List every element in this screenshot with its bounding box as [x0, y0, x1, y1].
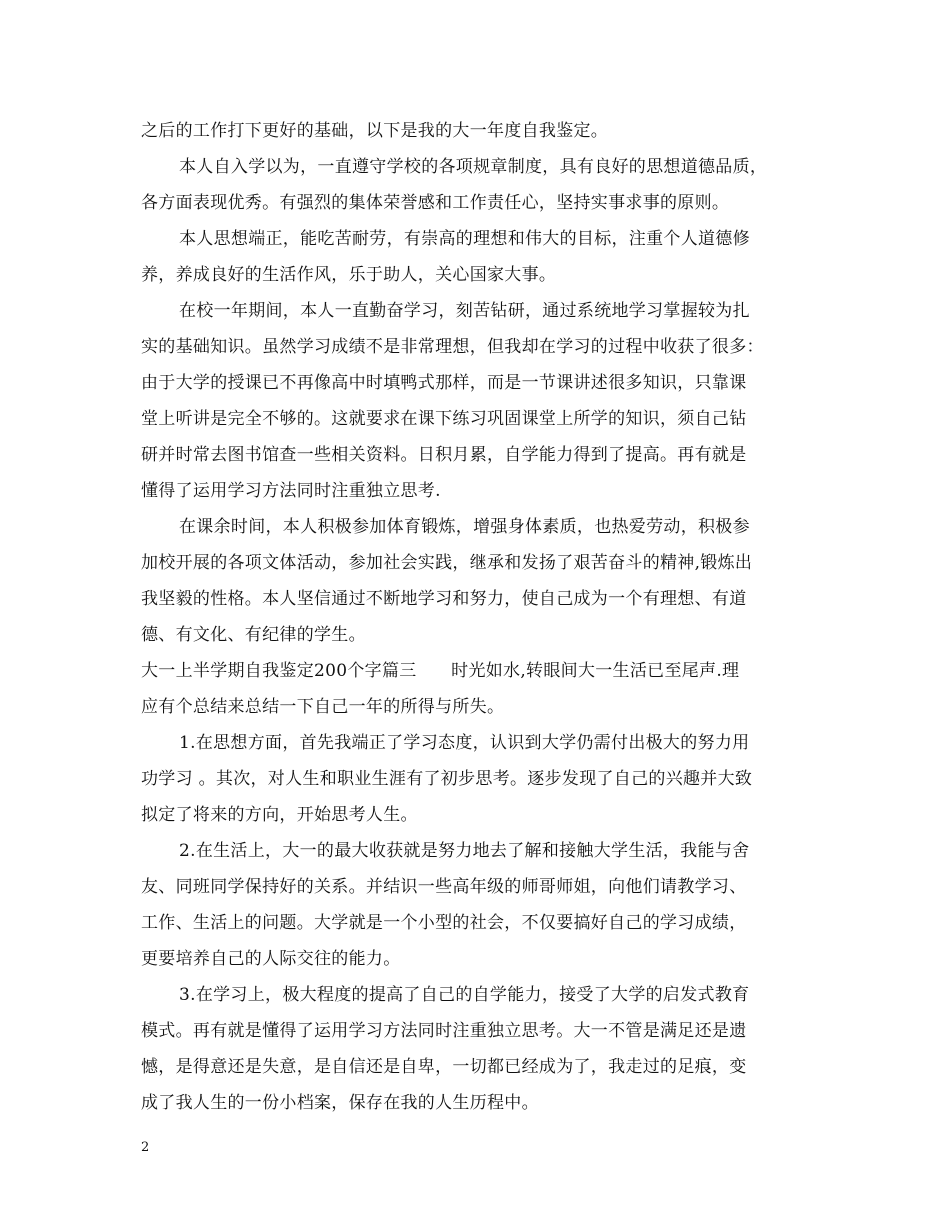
paragraph-start-line: 2.在生活上，大一的最大收获就是努力地去了解和接触大学生活，我能与舍: [179, 841, 750, 861]
text-line: 功学习 。其次，对人生和职业生涯有了初步思考。逐步发现了自己的兴趣并大致: [141, 769, 753, 789]
text-line: 研并时常去图书馆查一些相关资料。日积月累，自学能力得到了提高。再有就是: [141, 445, 747, 465]
paragraph-start-line: 在课余时间，本人积极参加体育锻炼，增强身体素质，也热爱劳动，积极参: [179, 517, 750, 537]
text-line: 懂得了运用学习方法同时注重独立思考.: [141, 481, 441, 501]
text-line: 模式。再有就是懂得了运用学习方法同时注重独立思考。大一不管是满足还是遗: [141, 1021, 747, 1041]
section-heading-line: 大一上半学期自我鉴定200个字篇三 时光如水,转眼间大一生活已至尾声.理: [141, 661, 740, 681]
paragraph-start-line: 1.在思想方面，首先我端正了学习态度，认识到大学仍需付出极大的努力用: [179, 733, 750, 753]
text-line: 堂上听讲是完全不够的。这就要求在课下练习巩固课堂上所学的知识，须自己钻: [141, 409, 747, 429]
document-body: [141, 113, 817, 1121]
text-line: 工作、生活上的问题。大学就是一个小型的社会，不仅要搞好自己的学习成绩，: [141, 913, 747, 933]
text-line: 各方面表现优秀。有强烈的集体荣誉感和工作责任心，坚持实事求事的原则。: [141, 193, 730, 213]
text-line: 实的基础知识。虽然学习成绩不是非常理想，但我却在学习的过程中收获了很多：: [141, 337, 764, 357]
text-line: 应有个总结来总结一下自己一年的所得与所失。: [141, 697, 505, 717]
paragraph-start-line: 本人自入学以为，一直遵守学校的各项规章制度，具有良好的思想道德品质，: [179, 157, 768, 177]
text-line: 之后的工作打下更好的基础，以下是我的大一年度自我鉴定。: [141, 121, 609, 141]
text-line: 德、有文化、有纪律的学生。: [141, 625, 366, 645]
text-line: 拟定了将来的方向，开始思考人生。: [141, 805, 418, 825]
text-line: 养，养成良好的生活作风，乐于助人，关心国家大事。: [141, 265, 557, 285]
text-line: 憾，是得意还是失意，是自信还是自卑，一切都已经成为了，我走过的足痕，变: [141, 1057, 747, 1077]
text-line: 友、同班同学保持好的关系。并结识一些高年级的师哥师姐，向他们请教学习、: [141, 877, 747, 897]
text-line: 由于大学的授课已不再像高中时填鸭式那样，而是一节课讲述很多知识，只靠课: [141, 373, 747, 393]
paragraph-start-line: 在校一年期间，本人一直勤奋学习，刻苦钻研，通过系统地学习掌握较为扎: [179, 301, 750, 321]
page-number: 2: [141, 1140, 150, 1155]
text-line: 我坚毅的性格。本人坚信通过不断地学习和努力，使自己成为一个有理想、有道: [141, 589, 747, 609]
paragraph-start-line: 本人思想端正，能吃苦耐劳，有崇高的理想和伟大的目标，注重个人道德修: [179, 229, 750, 249]
paragraph-start-line: 3.在学习上，极大程度的提高了自己的自学能力，接受了大学的启发式教育: [179, 985, 750, 1005]
text-line: 加校开展的各项文体活动，参加社会实践，继承和发扬了艰苦奋斗的精神,锻炼出: [141, 553, 753, 573]
text-line: 成了我人生的一份小档案，保存在我的人生历程中。: [141, 1093, 539, 1113]
text-line: 更要培养自己的人际交往的能力。: [141, 949, 401, 969]
